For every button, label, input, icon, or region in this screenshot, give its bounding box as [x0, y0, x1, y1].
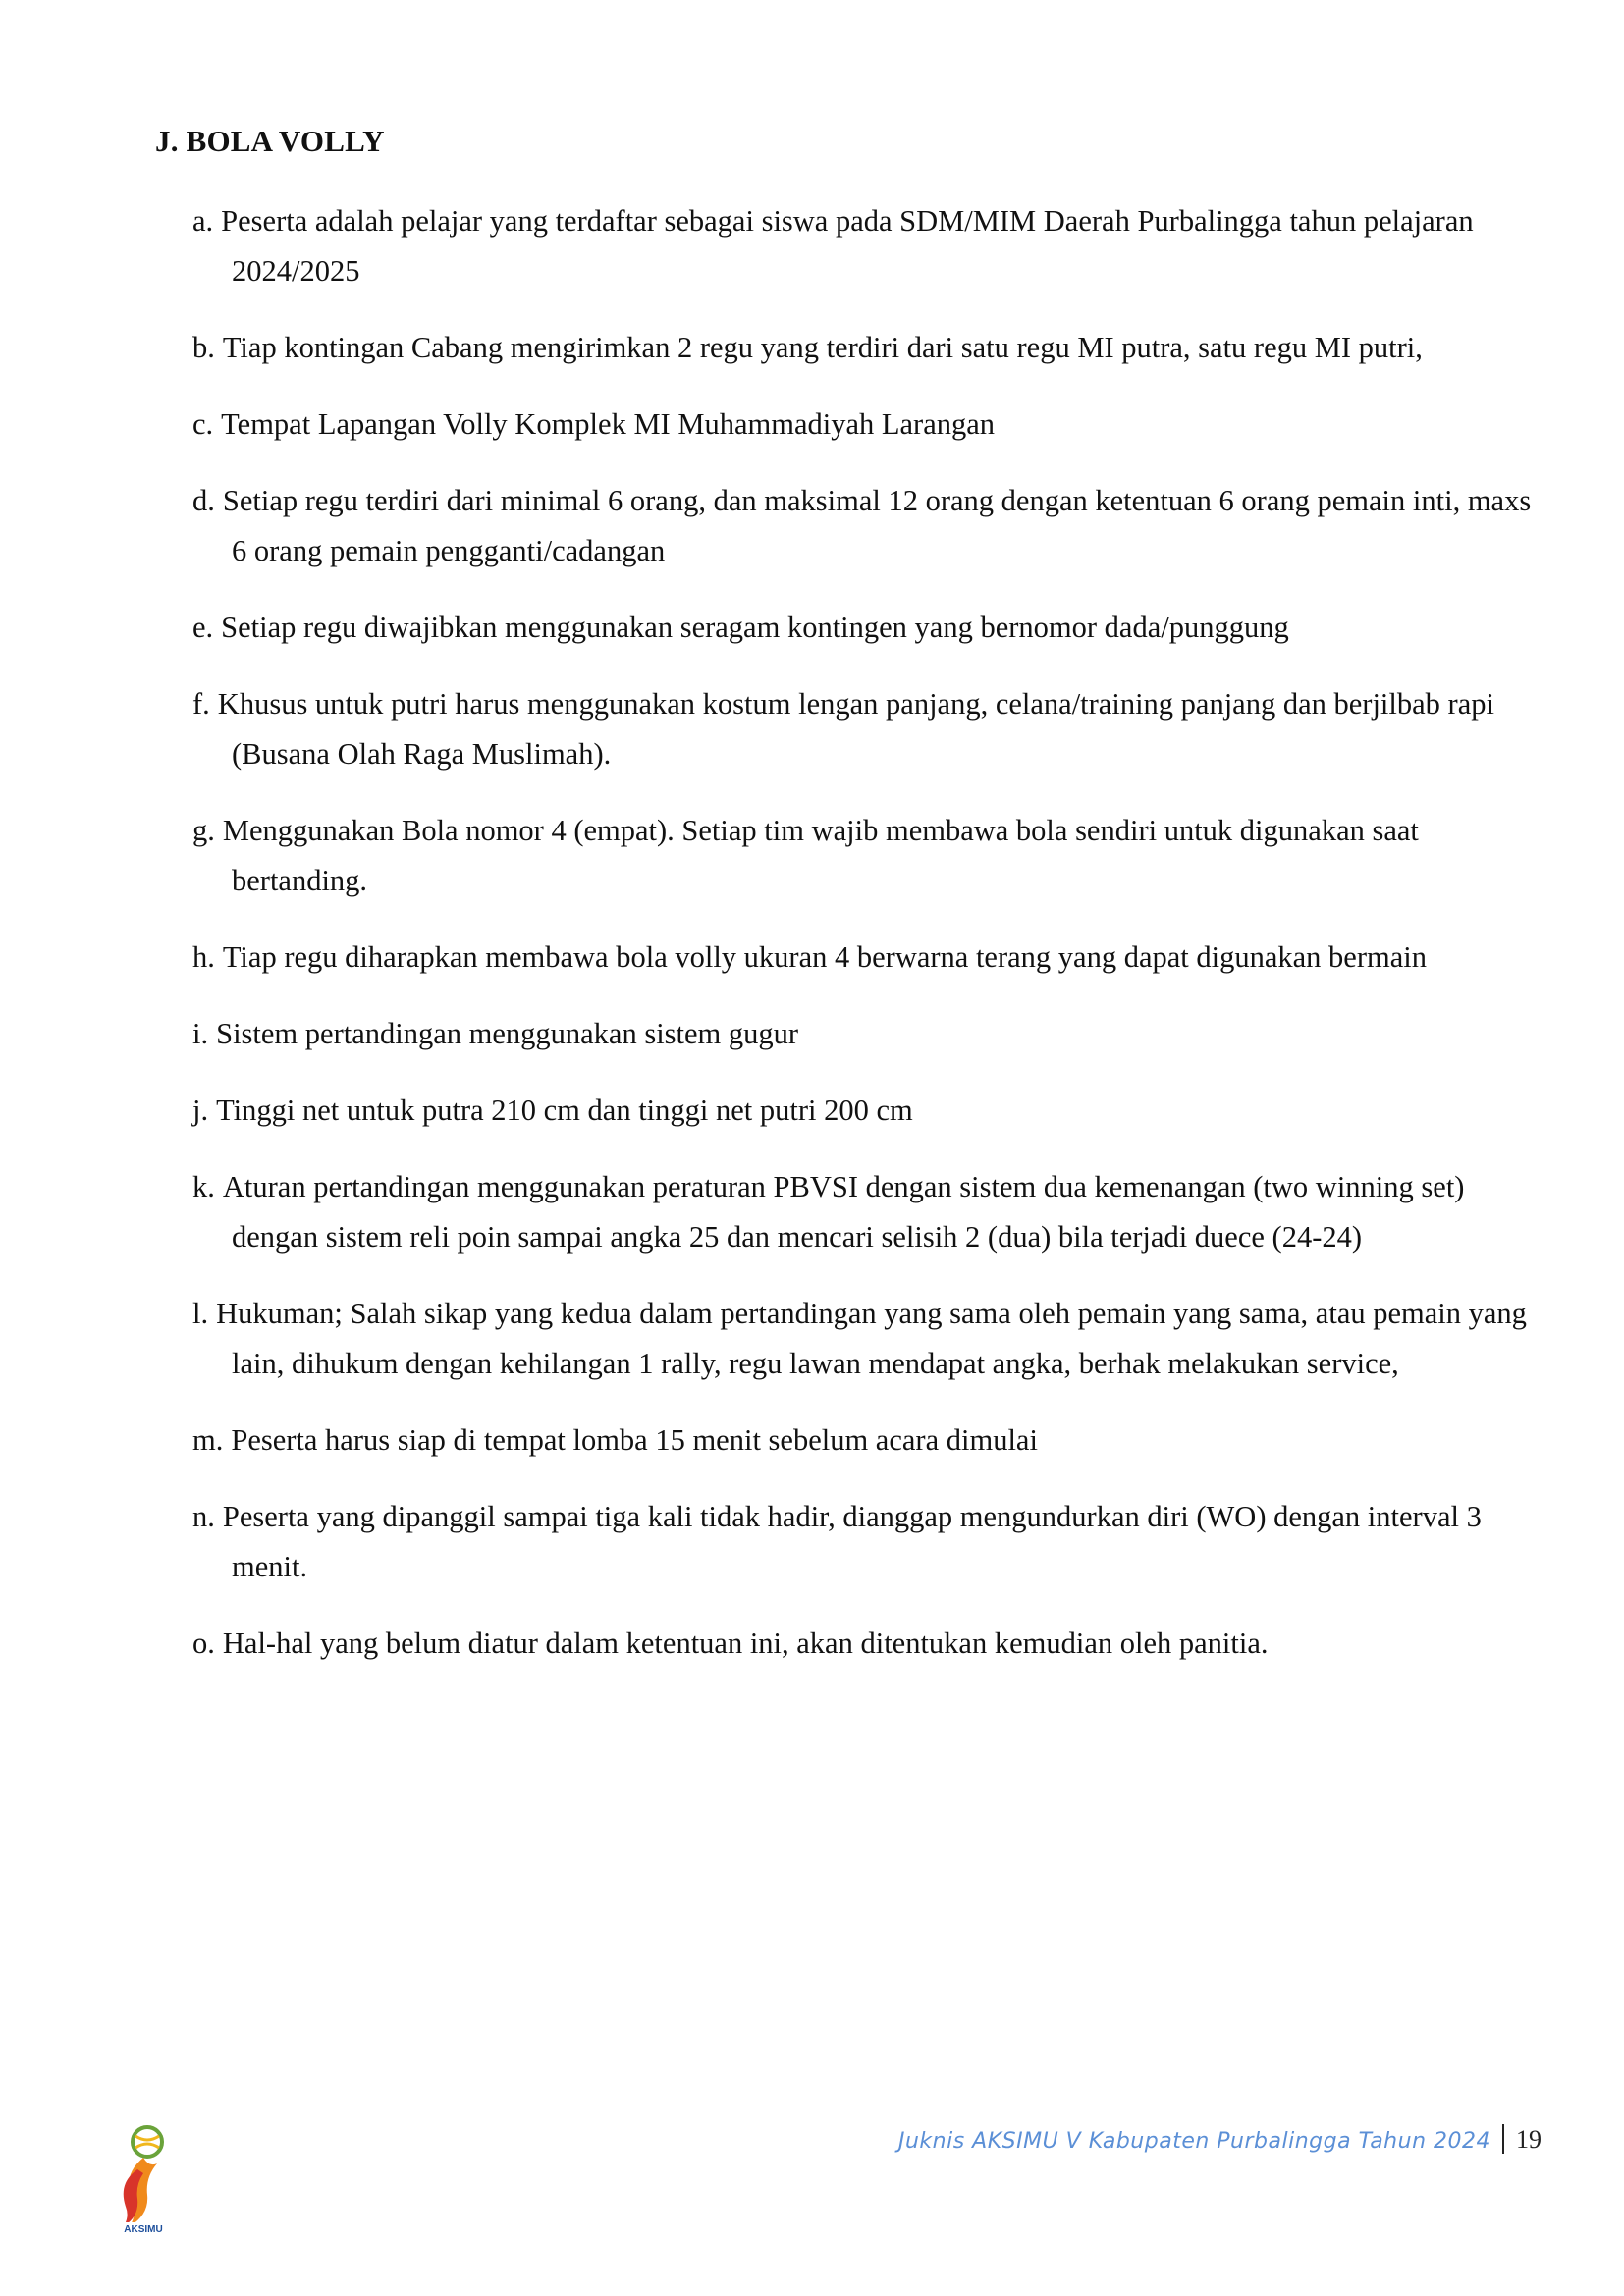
aksimu-logo-icon — [110, 2124, 177, 2242]
list-item — [192, 196, 1538, 296]
list-item — [192, 1289, 1538, 1389]
list-item-text: Peserta yang dipanggil sampai tiga kali tidak hadir, dianggap mengundurkan diri (WO) dengan interval 3 menit. — [222, 1500, 1482, 1583]
list-item-text: Khusus untuk putri harus menggunakan kostum lengan panjang, celana/training panjang dan berjilbab rapi (Busana Olah Raga Muslimah). — [217, 687, 1494, 771]
list-marker: l. — [192, 1297, 209, 1330]
list-item — [192, 1415, 1538, 1466]
logo-ball-lines — [135, 2136, 159, 2148]
page-footer — [898, 2123, 1542, 2159]
list-item — [192, 603, 1538, 653]
list-marker: h. — [192, 940, 215, 974]
footer-document-title: Juknis AKSIMU V Kabupaten Purbalingga Tahun 2024 — [897, 2129, 1490, 2154]
list-item — [192, 476, 1538, 576]
list-marker: k. — [192, 1170, 215, 1203]
list-item-text: Setiap regu diwajibkan menggunakan seragam kontingen yang bernomor dada/punggung — [221, 611, 1289, 644]
logo-ball-ring — [133, 2127, 162, 2157]
list-marker: a. — [192, 204, 214, 238]
page-number: 19 — [1516, 2125, 1542, 2154]
list-item-text: Peserta harus siap di tempat lomba 15 menit sebelum acara dimulai — [231, 1423, 1038, 1457]
list-item — [192, 1619, 1538, 1669]
section-heading: J. BOLA VOLLY — [155, 124, 385, 158]
list-item-text: Hal-hal yang belum diatur dalam ketentuan ini, akan ditentukan kemudian oleh panitia. — [222, 1627, 1269, 1660]
list-item-text: Tinggi net untuk putra 210 cm dan tinggi net putri 200 cm — [216, 1094, 913, 1127]
list-marker: n. — [192, 1500, 215, 1533]
list-item — [192, 400, 1538, 450]
list-item-text: Setiap regu terdiri dari minimal 6 orang, dan maksimal 12 orang dengan ketentuan 6 orang pemain inti, maxs 6 orang pemain pengganti/cadangan — [222, 484, 1532, 567]
list-item — [192, 933, 1538, 983]
list-marker: e. — [192, 611, 214, 644]
list-marker: d. — [192, 484, 215, 517]
list-item-text: Tempat Lapangan Volly Komplek MI Muhammadiyah Larangan — [221, 407, 996, 441]
list-item-text: Peserta adalah pelajar yang terdaftar sebagai siswa pada SDM/MIM Daerah Purbalingga tahun pelajaran 2024/2025 — [221, 204, 1474, 288]
list-marker: m. — [192, 1423, 224, 1457]
list-marker: c. — [192, 407, 214, 441]
list-item-text: Tiap regu diharapkan membawa bola volly ukuran 4 berwarna terang yang dapat digunakan bermain — [222, 940, 1427, 974]
list-item-text: Sistem pertandingan menggunakan sistem gugur — [216, 1017, 799, 1050]
list-item-text: Aturan pertandingan menggunakan peraturan PBVSI dengan sistem dua kemenangan (two winning set) dengan sistem reli poin sampai angka 25 dan mencari selisih 2 (dua) bila terjadi duece (24-24) — [222, 1170, 1465, 1254]
list-item — [192, 1086, 1538, 1136]
list-item — [192, 679, 1538, 779]
list-marker: j. — [192, 1094, 209, 1127]
footer-divider — [1502, 2124, 1504, 2154]
logo-text: AKSIMU — [124, 2224, 163, 2235]
list-item — [192, 1162, 1538, 1262]
list-item-text: Tiap kontingan Cabang mengirimkan 2 regu yang terdiri dari satu regu MI putra, satu regu MI putri, — [222, 331, 1423, 364]
list-marker: o. — [192, 1627, 215, 1660]
list-marker: g. — [192, 814, 215, 847]
list-marker: f. — [192, 687, 210, 721]
list-marker: b. — [192, 331, 215, 364]
list-marker: i. — [192, 1017, 209, 1050]
list-item — [192, 323, 1538, 373]
list-item-text: Hukuman; Salah sikap yang kedua dalam pertandingan yang sama oleh pemain yang sama, atau pemain yang lain, dihukum dengan kehilangan 1 rally, regu lawan mendapat angka, berhak melakukan service, — [216, 1297, 1527, 1380]
list-item — [192, 1009, 1538, 1059]
rules-list — [192, 196, 1538, 1695]
list-item — [192, 1492, 1538, 1592]
list-item-text: Menggunakan Bola nomor 4 (empat). Setiap tim wajib membawa bola sendiri untuk digunakan saat bertanding. — [222, 814, 1419, 897]
list-item — [192, 806, 1538, 906]
